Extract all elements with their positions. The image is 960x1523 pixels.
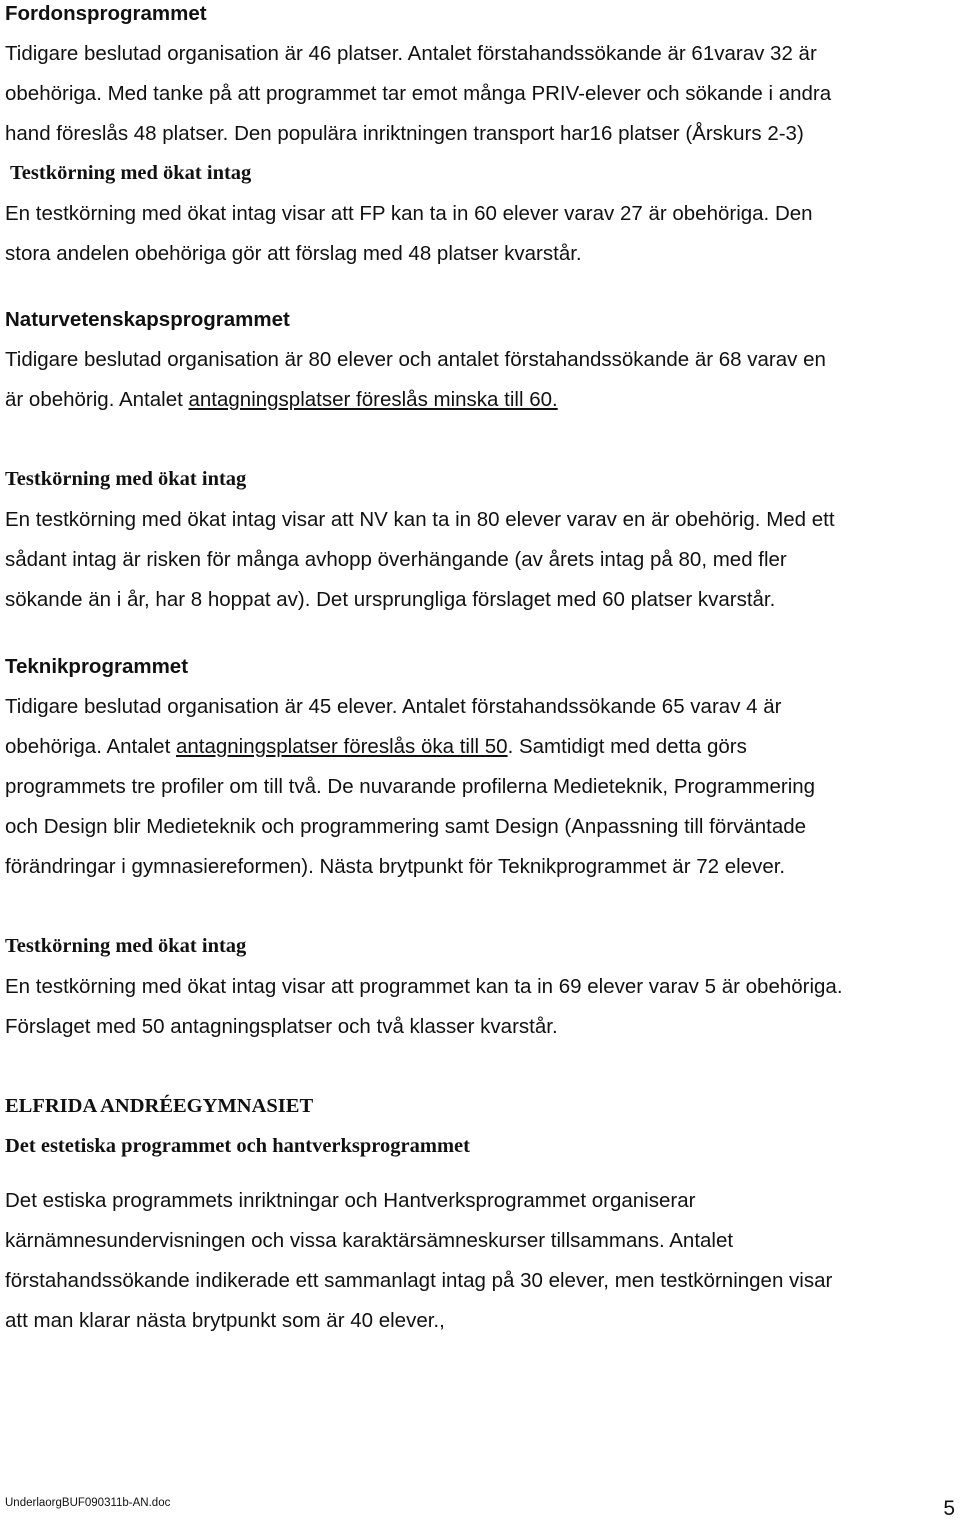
te-test-heading: Testkörning med ökat intag [5, 935, 247, 957]
ea-text-line: kärnämnesundervisningen och vissa karaktärsämneskurser tillsammans. Antalet [5, 1229, 734, 1252]
fp-test-heading: Testkörning med ökat intag [10, 162, 252, 184]
te-text-line: förändringar i gymnasiereformen). Nästa brytpunkt för Teknikprogrammet är 72 elever. [5, 855, 786, 878]
nv-text-plain: är obehörig. Antalet [5, 388, 189, 411]
ea-text-line: förstahandssökande indikerade ett sammanlagt intag på 30 elever, men testkörningen visar [5, 1269, 833, 1292]
ea-school-heading: ELFRIDA ANDRÉEGYMNASIET [5, 1095, 314, 1117]
te-text-line: programmets tre profiler om till två. De nuvarande profilerna Medieteknik, Programmering [5, 775, 816, 798]
ea-text-line: Det estiska programmets inriktningar och Hantverksprogrammet organiserar [5, 1189, 696, 1212]
fp-test-line: En testkörning med ökat intag visar att FP kan ta in 60 elever varav 27 är obehöriga. Den [5, 202, 813, 225]
nv-text-line: Tidigare beslutad organisation är 80 elever och antalet förstahandssökande är 68 varav en [5, 348, 826, 371]
fp-text-line: hand föreslås 48 platser. Den populära inriktningen transport har16 platser (Årskurs 2-3) [5, 122, 804, 145]
ea-program-heading: Det estetiska programmet och hantverksprogrammet [5, 1135, 470, 1157]
nv-test-line: En testkörning med ökat intag visar att NV kan ta in 80 elever varav en är obehörig. Med ett [5, 508, 835, 531]
nv-text-line [5, 388, 558, 412]
page-number: 5 [943, 1497, 955, 1520]
fp-heading: Fordonsprogrammet [5, 2, 207, 25]
te-text-line [5, 735, 747, 759]
fp-test-line: stora andelen obehöriga gör att förslag med 48 platser kvarstår. [5, 242, 582, 265]
nv-test-line: sådant intag är risken för många avhopp överhängande (av årets intag på 80, med fler [5, 548, 787, 571]
fp-text-line: Tidigare beslutad organisation är 46 platser. Antalet förstahandssökande är 61varav 32 är [5, 42, 817, 65]
te-test-line: En testkörning med ökat intag visar att programmet kan ta in 69 elever varav 5 är obehöriga. [5, 975, 843, 998]
te-text-underlined: antagningsplatser föreslås öka till 50 [175, 735, 508, 758]
fp-text-line: obehöriga. Med tanke på att programmet tar emot många PRIV-elever och sökande i andra [5, 82, 832, 105]
te-test-line: Förslaget med 50 antagningsplatser och två klasser kvarstår. [5, 1015, 558, 1038]
nv-test-line: sökande än i år, har 8 hoppat av). Det ursprungliga förslaget med 60 platser kvarstår. [5, 588, 776, 611]
te-text-line: och Design blir Medieteknik och programmering samt Design (Anpassning till förväntade [5, 815, 807, 838]
nv-test-heading: Testkörning med ökat intag [5, 468, 247, 490]
ea-text-line: att man klarar nästa brytpunkt som är 40 elever., [5, 1309, 445, 1332]
nv-text-underlined: antagningsplatser föreslås minska till 60. [188, 388, 558, 411]
footer-filename: UnderlaorgBUF090311b-AN.doc [5, 1497, 171, 1509]
te-text-plain: . Samtidigt med detta görs [507, 735, 747, 758]
te-text-plain: obehöriga. Antalet [5, 735, 176, 758]
te-heading: Teknikprogrammet [5, 655, 189, 678]
nv-heading: Naturvetenskapsprogrammet [5, 308, 290, 331]
te-text-line: Tidigare beslutad organisation är 45 elever. Antalet förstahandssökande 65 varav 4 är [5, 695, 782, 718]
